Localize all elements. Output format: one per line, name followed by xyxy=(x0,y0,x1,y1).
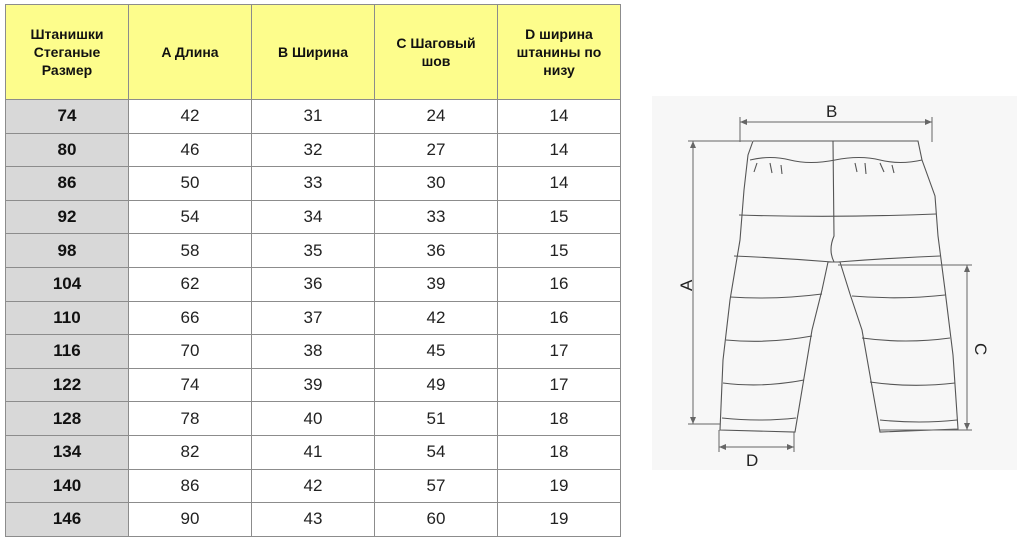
measurement-cell: 54 xyxy=(375,435,498,469)
measurement-cell: 31 xyxy=(252,100,375,134)
column-header: A Длина xyxy=(129,5,252,100)
measurement-cell: 24 xyxy=(375,100,498,134)
measurement-cell: 17 xyxy=(498,335,621,369)
table-header-row xyxy=(6,5,621,100)
measurement-cell: 16 xyxy=(498,301,621,335)
measurement-cell: 30 xyxy=(375,167,498,201)
column-header: Штанишки Стеганые Размер xyxy=(6,5,129,100)
measurement-cell: 43 xyxy=(252,503,375,537)
measurement-cell: 15 xyxy=(498,200,621,234)
measurement-cell: 82 xyxy=(129,435,252,469)
size-cell: 74 xyxy=(6,100,129,134)
size-cell: 116 xyxy=(6,335,129,369)
measurement-cell: 33 xyxy=(252,167,375,201)
measurement-cell: 74 xyxy=(129,368,252,402)
measurement-cell: 90 xyxy=(129,503,252,537)
size-cell: 110 xyxy=(6,301,129,335)
size-cell: 92 xyxy=(6,200,129,234)
size-cell: 122 xyxy=(6,368,129,402)
table-row xyxy=(6,133,621,167)
measurement-cell: 42 xyxy=(129,100,252,134)
table-row xyxy=(6,100,621,134)
size-cell: 146 xyxy=(6,503,129,537)
table-row xyxy=(6,301,621,335)
measurement-cell: 39 xyxy=(252,368,375,402)
size-cell: 86 xyxy=(6,167,129,201)
table-body xyxy=(6,100,621,537)
measurement-cell: 33 xyxy=(375,200,498,234)
measurement-cell: 19 xyxy=(498,503,621,537)
measurement-cell: 49 xyxy=(375,368,498,402)
measurement-cell: 36 xyxy=(375,234,498,268)
measurement-cell: 14 xyxy=(498,167,621,201)
measurement-cell: 66 xyxy=(129,301,252,335)
column-header: B Ширина xyxy=(252,5,375,100)
label-b: B xyxy=(826,102,838,121)
size-cell: 98 xyxy=(6,234,129,268)
label-d: D xyxy=(746,451,759,470)
table-row xyxy=(6,469,621,503)
measurement-cell: 41 xyxy=(252,435,375,469)
table-row xyxy=(6,435,621,469)
measurement-cell: 78 xyxy=(129,402,252,436)
measurement-cell: 39 xyxy=(375,267,498,301)
size-cell: 134 xyxy=(6,435,129,469)
measurement-cell: 42 xyxy=(375,301,498,335)
measurement-cell: 54 xyxy=(129,200,252,234)
table-row xyxy=(6,167,621,201)
measurement-cell: 18 xyxy=(498,402,621,436)
size-chart-table xyxy=(5,4,621,537)
measurement-cell: 40 xyxy=(252,402,375,436)
measurement-cell: 70 xyxy=(129,335,252,369)
size-cell: 140 xyxy=(6,469,129,503)
measurement-cell: 16 xyxy=(498,267,621,301)
measurement-cell: 46 xyxy=(129,133,252,167)
measurement-cell: 19 xyxy=(498,469,621,503)
table-row xyxy=(6,234,621,268)
measurement-cell: 14 xyxy=(498,133,621,167)
measurement-cell: 36 xyxy=(252,267,375,301)
label-c: C xyxy=(971,343,990,356)
measurement-cell: 86 xyxy=(129,469,252,503)
table-row xyxy=(6,200,621,234)
measurement-cell: 35 xyxy=(252,234,375,268)
measurement-cell: 14 xyxy=(498,100,621,134)
size-cell: 128 xyxy=(6,402,129,436)
measurement-cell: 38 xyxy=(252,335,375,369)
measurement-cell: 62 xyxy=(129,267,252,301)
table-row xyxy=(6,368,621,402)
size-cell: 104 xyxy=(6,267,129,301)
measurement-cell: 27 xyxy=(375,133,498,167)
measurement-cell: 51 xyxy=(375,402,498,436)
table-row xyxy=(6,503,621,537)
measurement-cell: 50 xyxy=(129,167,252,201)
measurement-cell: 17 xyxy=(498,368,621,402)
table-row xyxy=(6,267,621,301)
table-row xyxy=(6,335,621,369)
size-cell: 80 xyxy=(6,133,129,167)
measurement-cell: 42 xyxy=(252,469,375,503)
measurement-cell: 18 xyxy=(498,435,621,469)
measurement-cell: 32 xyxy=(252,133,375,167)
measurement-cell: 60 xyxy=(375,503,498,537)
measurement-cell: 58 xyxy=(129,234,252,268)
pants-measurement-diagram xyxy=(652,96,1017,470)
measurement-cell: 45 xyxy=(375,335,498,369)
measurement-cell: 37 xyxy=(252,301,375,335)
column-header: C Шаговый шов xyxy=(375,5,498,100)
measurement-cell: 57 xyxy=(375,469,498,503)
label-a: A xyxy=(677,279,696,291)
measurement-cell: 34 xyxy=(252,200,375,234)
table-row xyxy=(6,402,621,436)
column-header: D ширина штанины по низу xyxy=(498,5,621,100)
measurement-cell: 15 xyxy=(498,234,621,268)
